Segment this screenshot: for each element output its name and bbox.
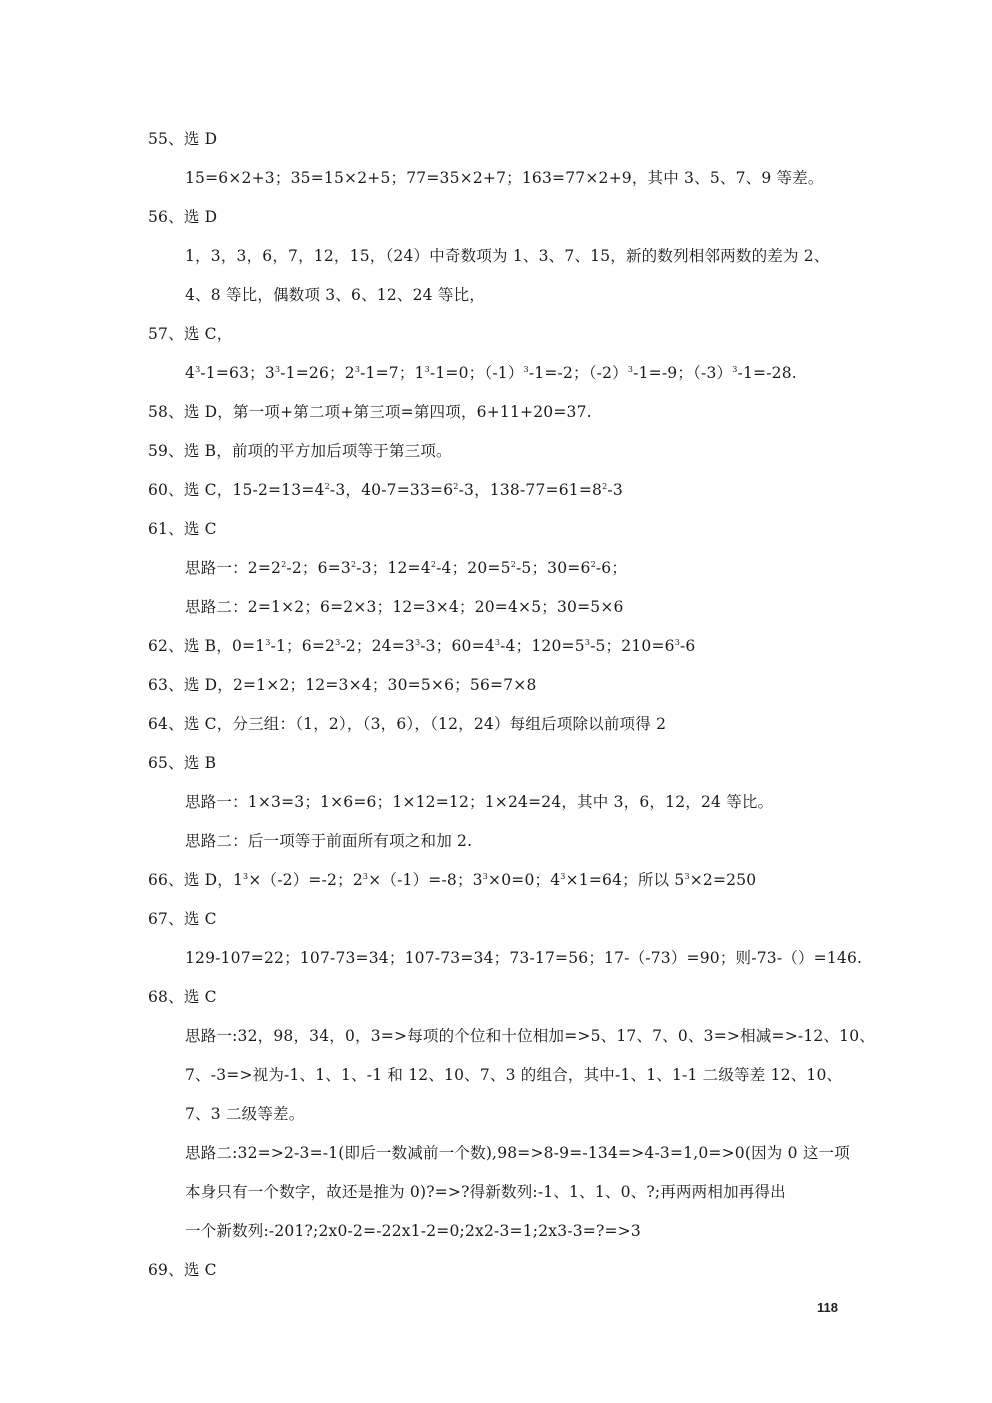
answer-67-heading: 67、选 C — [148, 910, 217, 928]
answer-65-approach-1: 思路一：1×3=3；1×6=6；1×12=12；1×24=24，其中 3，6，12，24 等比。 — [185, 793, 774, 811]
answer-57-heading: 57、选 C， — [148, 325, 233, 343]
answer-68-approach-1-line-2: 7、-3=>视为-1、1、1、-1 和 12、10、7、3 的组合，其中-1、1、1-1 二级等差 12、10、 — [185, 1066, 843, 1084]
answer-63: 63、选 D，2=1×2；12=3×4；30=5×6；56=7×8 — [148, 676, 537, 694]
answer-65-approach-2: 思路二：后一项等于前面所有项之和加 2. — [185, 832, 473, 850]
answer-68-approach-1-line-1: 思路一:32，98，34，0，3=>每项的个位和十位相加=>5、17、7、0、3=>相减=>-12、10、 — [185, 1027, 875, 1045]
answer-64: 64、选 C，分三组：（1，2），（3，6），（12，24）每组后项除以前项得 2 — [148, 715, 667, 733]
answer-59: 59、选 B，前项的平方加后项等于第三项。 — [148, 442, 452, 460]
answer-55-heading: 55、选 D — [148, 130, 218, 148]
answer-61-approach-1: 思路一：$2=2^2-2$；$6=3^2-3$；$12=4^2-4$；$20=5^2-5$；$30=6^2-6$； — [185, 559, 628, 577]
answer-68-approach-1-line-3: 7、3 二级等差。 — [185, 1105, 305, 1123]
answer-56-explanation-line-2: 4、8 等比，偶数项 3、6、12、24 等比， — [185, 286, 485, 304]
answer-58: 58、选 D，第一项+第二项+第三项=第四项，6+11+20=37. — [148, 403, 592, 421]
answer-68-approach-2-line-2: 本身只有一个数字，故还是推为 0)?=>?得新数列:-1、1、1、0、?;再两两相加再得出 — [185, 1183, 786, 1201]
answer-68-approach-2-line-1: 思路二:32=>2-3=-1(即后一数减前一个数),98=>8-9=-134=>4-3=1,0=>0(因为 0 这一项 — [185, 1144, 850, 1162]
answer-68-approach-2-line-3: 一个新数列:-201?;2x0-2=-22x1-2=0;2x2-3=1;2x3-3=?=>3 — [185, 1222, 641, 1240]
answer-60: 60、选 C，$15-2=13=4^2-3$，$40-7=33=6^2-3$，$138-77=61=8^2-3$ — [148, 481, 623, 499]
answer-56-explanation-line-1: 1，3，3，6，7，12，15，（24）中奇数项为 1、3、7、15，新的数列相邻两数的差为 2、 — [185, 247, 830, 265]
answer-65-heading: 65、选 B — [148, 754, 217, 772]
answer-61-approach-2: 思路二：2=1×2；6=2×3；12=3×4；20=4×5；30=5×6 — [185, 598, 624, 616]
answer-57-explanation: $4^3-1=63$；$3^3-1=26$；$2^3-1=7$；$1^3-1=0$；$(-1)^3-1=-2$；$(-2)^3-1=-9$；$(-3)^3-1=-28$. — [185, 364, 797, 382]
answer-69-heading: 69、选 C — [148, 1261, 217, 1279]
answer-68-heading: 68、选 C — [148, 988, 217, 1006]
answer-61-heading: 61、选 C — [148, 520, 217, 538]
answer-55-explanation: 15=6×2+3；35=15×2+5；77=35×2+7；163=77×2+9，其中 3、5、7、9 等差。 — [185, 169, 824, 187]
answer-66: 66、选 D，$1^3\times(-2)=-2$；$2^3\times(-1)=-8$；$3^3\times 0=0$；$4^3\times 1=64$；所以 $5^3\times 2=250$ — [148, 871, 757, 889]
page-number: 118 — [817, 1300, 838, 1315]
answer-56-heading: 56、选 D — [148, 208, 218, 226]
answer-67-explanation: 129-107=22；107-73=34；107-73=34；73-17=56；17-（-73）=90；则-73-（）=146. — [185, 949, 863, 967]
answer-62: 62、选 B，$0=1^3-1$；$6=2^3-2$；$24=3^3-3$；$60=4^3-4$；$120=5^3-5$；$210=6^3-6$ — [148, 637, 696, 655]
